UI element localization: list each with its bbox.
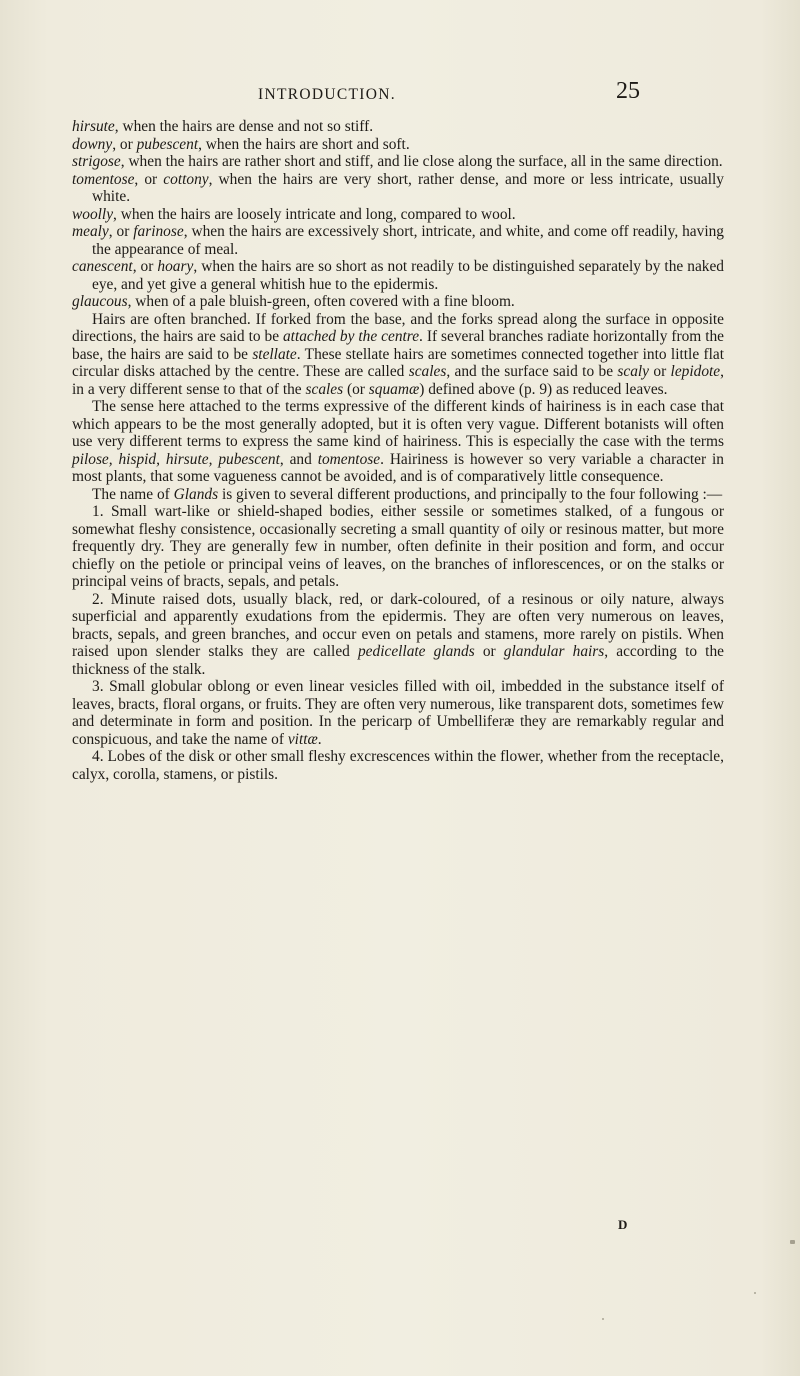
text-run: The sense here attached to the terms expressive of the different kinds of hairiness is in each case that which appears to be the most generally adopted, but it is often very vague. Different botanists will often use very different terms to express the same kind of hairiness. This is especially the case with the terms [72, 398, 724, 450]
italic-term: pedicellate glands [357, 643, 475, 660]
italic-term: Glands [173, 485, 219, 503]
term-definition: , when the hairs are so short as not readily to be distinguished separately by the naked eye, and yet give a general whitish hue to the epidermis. [92, 258, 724, 293]
list-item-1: 1. Small wart-like or shield-shaped bodies, either sessile or sometimes stalked, of a fungous or somewhat fleshy consistence, occasionally secreting a small quantity of oily or resinous matter, but more frequently dry. They are generally few in number, often definite in their position and form, and occur chiefly on the petiole or principal veins of leaves, on the branches of inflorescences, or on the stalks or principal veins of bracts, sepals, and petals. [72, 503, 724, 590]
term-definition: , when the hairs are rather short and stiff, and lie close along the surface, all in the same direction. [120, 153, 723, 170]
page-header [0, 78, 800, 118]
term-connector: , or [112, 135, 137, 153]
term-strigose [72, 153, 724, 171]
text-run: (or [343, 380, 369, 398]
term-definition: , when the hairs are very short, rather dense, and more or less intricate, usually white. [92, 170, 724, 205]
term-definition: , when the hairs are excessively short, intricate, and white, and come off readily, having the appearance of meal. [92, 223, 724, 258]
text-run: . [317, 730, 322, 748]
text-run: The name of [92, 485, 174, 503]
italic-term: squamæ [368, 380, 420, 398]
term-word: hirsute [72, 118, 115, 135]
text-run: ) defined above (p. 9) as reduced leaves. [419, 380, 668, 398]
term-mealy [72, 223, 724, 258]
italic-term: attached by the centre [282, 328, 420, 345]
signature-mark: D [618, 1217, 628, 1232]
italic-term: scaly [617, 363, 650, 380]
text-run: , and [279, 450, 318, 468]
text-run: is given to several different productions, and principally to the four following :— [218, 485, 723, 503]
list-item-4: 4. Lobes of the disk or other small fleshy excrescences within the flower, whether from the receptacle, calyx, corolla, stamens, or pistils. [72, 748, 724, 783]
scan-speck [790, 1240, 795, 1244]
text-run: or [649, 363, 671, 380]
italic-term: glandular hairs [503, 643, 605, 660]
term-definition: , when the hairs are loosely intricate and long, compared to wool. [113, 205, 516, 223]
term-word: mealy [72, 223, 109, 240]
running-head: INTRODUCTION. [258, 86, 396, 103]
italic-term: vittæ [287, 730, 318, 748]
paragraph-terminology-sense [72, 398, 724, 486]
text-run: . Hairiness is however so very variable a character in most plants, that some vagueness cannot be avoided, and is of comparatively little consequence. [72, 450, 724, 485]
term-word: strigose [72, 153, 121, 170]
text-run: , in a very different sense to that of the [72, 363, 724, 398]
text-run: , and the surface said to be [446, 363, 618, 380]
list-item-2 [72, 591, 724, 679]
text-run: or [474, 643, 504, 660]
paragraph-glands-intro [72, 486, 724, 504]
scan-speck [602, 1318, 604, 1320]
italic-term: scales [305, 380, 344, 398]
term-woolly [72, 206, 724, 224]
italic-term: lepidote [670, 363, 721, 380]
paragraph-branched-hairs [72, 311, 724, 399]
term-definition: , when the hairs are short and soft. [198, 135, 410, 153]
text-run: Hairs are often branched. If forked from the base, and the forks spread along the surface in opposite directions, the hairs are said to be [72, 310, 724, 345]
term-definition: , when of a pale bluish-green, often covered with a fine bloom. [127, 293, 515, 310]
term-word-alt: cottony [163, 170, 209, 188]
text-run: . If several branches radiate horizontally from the base, the hairs are said to be [72, 328, 725, 363]
term-canescent [72, 258, 724, 293]
term-connector: , or [132, 258, 158, 275]
text-run: 3. Small globular oblong or even linear vesicles filled with oil, imbedded in the substance itself of leaves, bracts, floral organs, or fruits. They are often very numerous, like transparent dots, sometimes few and determinate in form and position. In the pericarp of Umbelliferæ they are remarkably regular and conspicuous, and take the name of [72, 678, 724, 748]
text-run: 2. Minute raised dots, usually black, red, or dark-coloured, of a resinous or oily nature, always superficial and apparently exudations from the epidermis. They are often very numerous on leaves, bracts, sepals, and green branches, and occur even on petals and stamens, more rarely on pistils. When raised upon slender stalks they are called [72, 590, 724, 660]
term-glaucous [72, 293, 724, 311]
italic-term: tomentose [317, 450, 381, 468]
list-item-3 [72, 678, 724, 748]
term-word: tomentose [72, 170, 135, 188]
term-word-alt: farinose [133, 223, 184, 240]
term-word-alt: pubescent [136, 135, 199, 153]
term-tomentose [72, 171, 724, 206]
term-word: canescent [72, 258, 133, 275]
italic-term: stellate [252, 345, 297, 363]
term-connector: , or [134, 170, 164, 188]
term-word-alt: hoary [157, 258, 194, 275]
term-word: woolly [72, 205, 114, 223]
term-downy [72, 136, 724, 154]
term-word: glaucous [72, 293, 128, 310]
italic-term: scales [408, 363, 447, 380]
term-connector: , or [108, 223, 134, 240]
text-run: , according to the thickness of the stalk. [72, 643, 724, 678]
scan-speck [754, 1292, 756, 1294]
italic-term: pilose, hispid, hirsute, pubescent [72, 450, 280, 468]
text-run: . These stellate hairs are sometimes connected together into little flat circular disks attached by the centre. These are called [72, 345, 724, 380]
term-word: downy [72, 135, 113, 153]
term-definition: , when the hairs are dense and not so stiff. [114, 118, 374, 135]
page-body [72, 118, 724, 783]
term-hirsute [72, 118, 724, 136]
page-number: 25 [616, 78, 640, 104]
